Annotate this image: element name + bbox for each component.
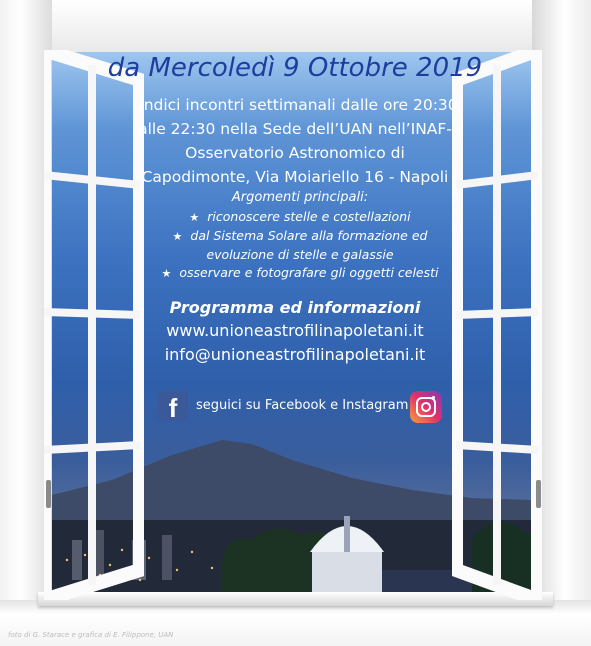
right-shutter (452, 50, 542, 600)
instagram-icon[interactable] (410, 391, 442, 423)
social-row (158, 391, 448, 423)
list-item: ★ osservare e fotografare gli oggetti celesti (161, 265, 439, 280)
social-follow-text: seguici su Facebook e Instagram (196, 398, 409, 413)
list-item: ★ riconoscere stelle e costellazioni (189, 209, 411, 224)
description-line: Osservatorio Astronomico di (185, 144, 405, 162)
description-line: alle 22:30 nella Sede dell’UAN nell’INAF- (138, 120, 452, 138)
email-link[interactable]: info@unioneastrofilinapoletani.it (164, 345, 426, 364)
star-bullet-icon: ★ (161, 267, 172, 280)
left-shutter-handle (46, 480, 51, 508)
info-heading: Programma ed informazioni (169, 298, 421, 317)
website-link[interactable]: www.unioneastrofilinapoletani.it (166, 321, 424, 340)
description-line: Capodimonte, Via Moiariello 16 - Napoli (141, 168, 449, 186)
window-frame-bottom (0, 600, 591, 646)
list-item: ★ dal Sistema Solare alla formazione ed evoluzione di stelle e galassie (172, 228, 428, 262)
star-bullet-icon: ★ (189, 211, 200, 224)
topics-list (150, 208, 450, 283)
event-description (130, 93, 460, 189)
left-shutter (44, 50, 144, 600)
event-date-headline: da Mercoledì 9 Ottobre 2019 (107, 53, 483, 83)
photo-credit: foto di G. Starace e grafica di E. Filippone, UAN (8, 631, 174, 639)
description-line: Undici incontri settimanali dalle ore 20:30 (132, 96, 458, 114)
right-shutter-handle (536, 480, 541, 508)
facebook-icon[interactable]: f (158, 391, 188, 421)
window-frame-top (0, 0, 591, 52)
topics-heading: Argomenti principali: (231, 190, 369, 205)
star-bullet-icon: ★ (172, 230, 183, 243)
